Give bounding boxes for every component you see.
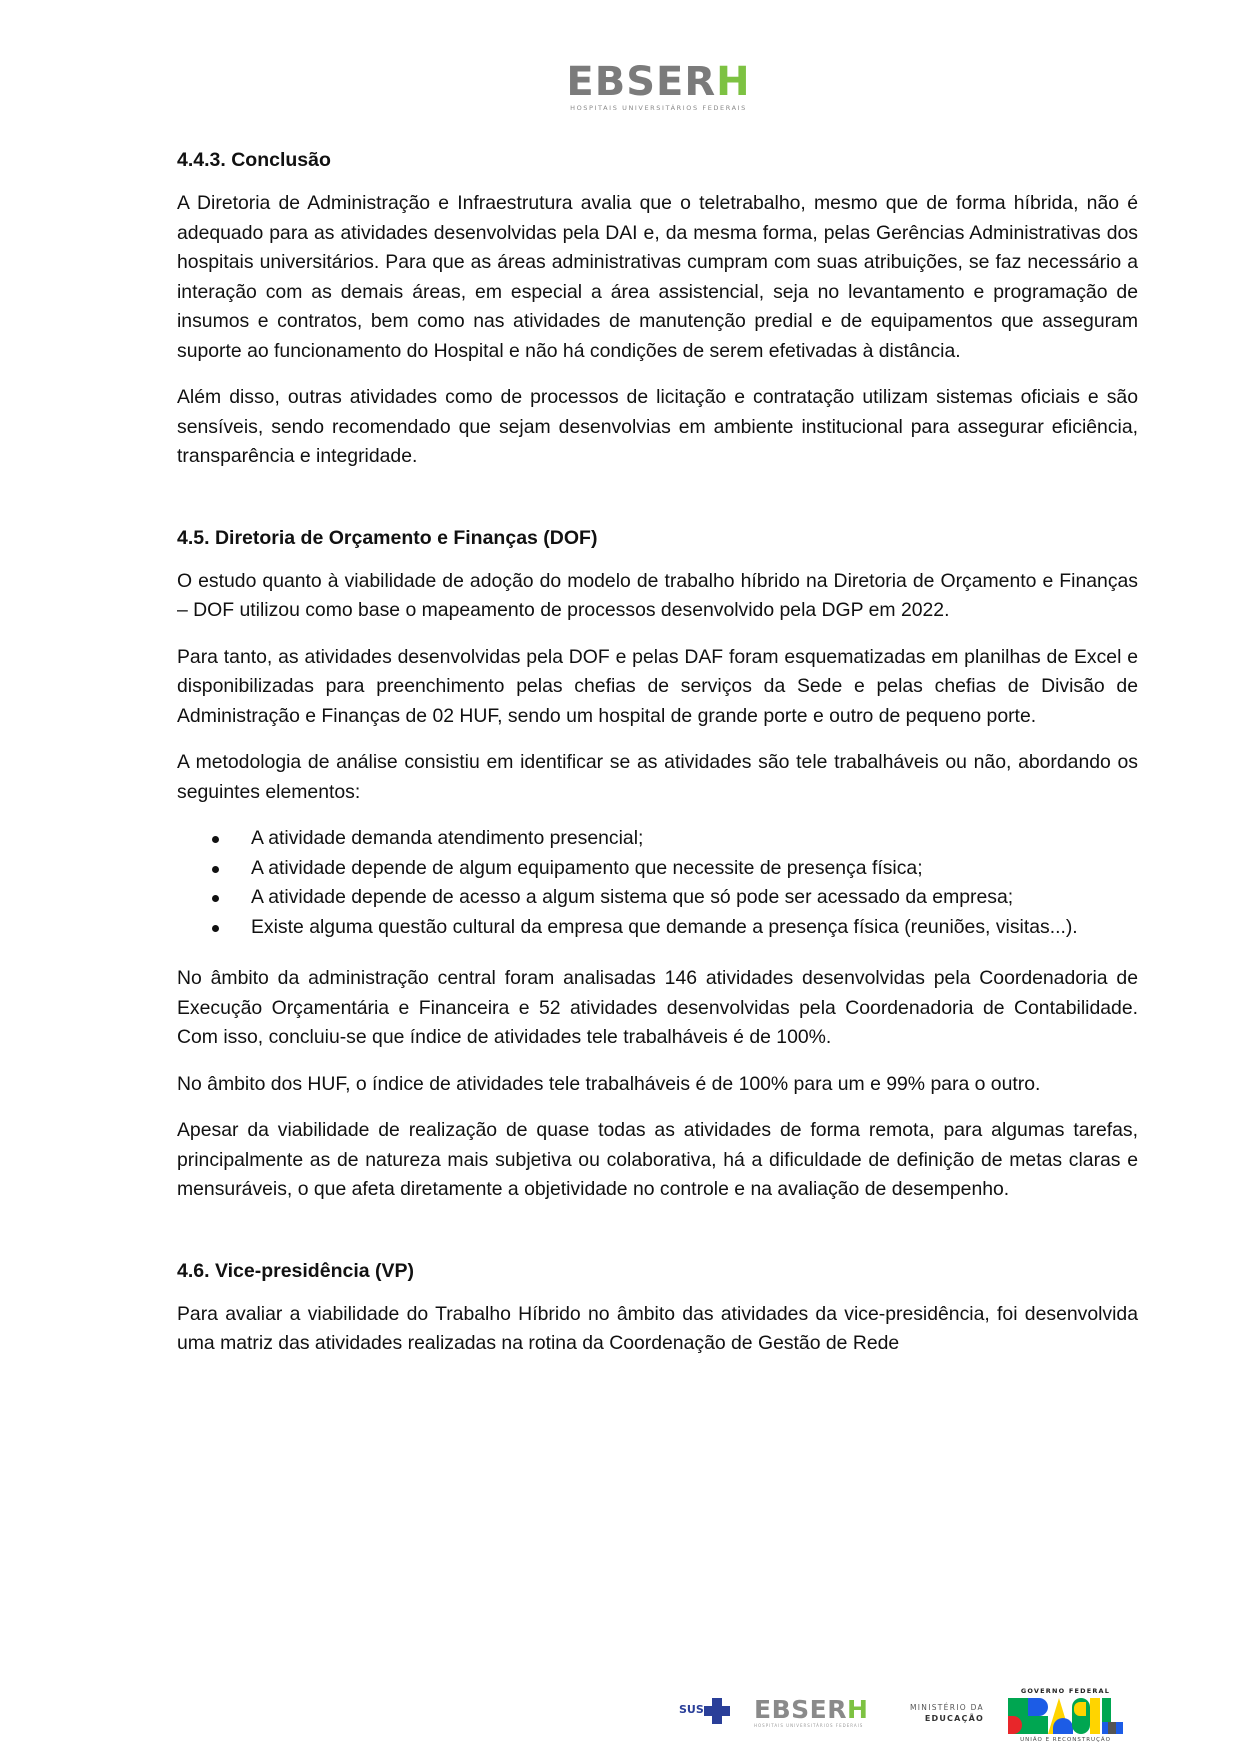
list-item: Existe alguma questão cultural da empresa que demande a presença física (reuniões, visitas...).: [251, 913, 1138, 943]
paragraph: Apesar da viabilidade de realização de quase todas as atividades de forma remota, para algumas tarefas, principalmente as de natureza mais subjetiva ou colaborativa, há a dificuldade de definição de metas claras e mensuráveis, o que afeta diretamente a objetividade no controle e na avaliação de desempenho.: [177, 1119, 1138, 1200]
bullet-icon: [212, 895, 219, 902]
ebserh-footer-logo: EBSERH HOSPITAIS UNIVERSITÁRIOS FEDERAIS: [754, 1695, 869, 1728]
logo-main-text: EBSER: [566, 59, 717, 105]
bullet-icon: [212, 925, 219, 932]
paragraph: O estudo quanto à viabilidade de adoção do modelo de trabalho híbrido na Diretoria de Orçamento e Finanças – DOF utilizou como base o mapeamento de processos desenvolvido pela DGP em 2022.: [177, 569, 1138, 621]
criteria-list: [177, 824, 1138, 942]
paragraph: A Diretoria de Administração e Infraestrutura avalia que o teletrabalho, mesmo que de forma híbrida, não é adequado para as atividades desenvolvidas pela DAI e, da mesma forma, pelas Gerências Administrativas dos hospitais universitários. Para que as áreas administrativas cumpram com suas atribuições, se faz necessário a interação com as demais áreas, em especial a área assistencial, seja no levantamento e programação de insumos e contratos, bem como nas atividades de manutenção predial e de equipamentos que asseguram suporte ao funcionamento do Hospital e não há condições de serem efetivadas à distância.: [177, 192, 1138, 362]
section-heading-4-6: 4.6. Vice-presidência (VP): [177, 1259, 414, 1282]
paragraph: Para tanto, as atividades desenvolvidas pela DOF e pelas DAF foram esquematizadas em planilhas de Excel e disponibilizadas para preenchimento pelas chefias de serviços da Sede e pelas chefias de Divisão de Administração e Finanças de 02 HUF, sendo um hospital de grande porte e outro de pequeno porte.: [177, 645, 1138, 727]
ministerio-educacao-logo: MINISTÉRIO DA EDUCAÇÃO: [910, 1703, 984, 1723]
section-heading-4-4-3: 4.4.3. Conclusão: [177, 149, 331, 171]
bullet-icon: [212, 866, 219, 873]
footer-logos: [676, 1680, 1136, 1755]
paragraph: A metodologia de análise consistiu em identificar se as atividades são tele trabalháveis ou não, abordando os seguintes elementos:: [177, 751, 1138, 803]
list-item: A atividade depende de algum equipamento que necessite de presença física;: [251, 854, 1138, 884]
ebserh-header-logo: [566, 59, 751, 112]
sus-logo-text: SUS: [679, 1703, 704, 1716]
document-body: [177, 146, 1138, 1376]
list-item: A atividade depende de acesso a algum sistema que só pode ser acessado da empresa;: [251, 883, 1138, 913]
sus-cross-icon: [704, 1698, 730, 1724]
paragraph: Além disso, outras atividades como de processos de licitação e contratação utilizam sistemas oficiais e são sensíveis, sendo recomendado que sejam desenvolvias em ambiente institucional para assegurar eficiência, transparência e integridade.: [177, 386, 1138, 467]
bullet-icon: [212, 836, 219, 843]
brasil-mosaic-icon: [1008, 1698, 1123, 1734]
section-heading-4-5: 4.5. Diretoria de Orçamento e Finanças (DOF): [177, 526, 598, 549]
list-item: A atividade demanda atendimento presencial;: [251, 824, 1138, 854]
governo-federal-brasil-logo: GOVERNO FEDERAL UNIÃO E RECONSTRUÇÃO: [1008, 1687, 1123, 1743]
paragraph: No âmbito da administração central foram analisadas 146 atividades desenvolvidas pela Coordenadoria de Execução Orçamentária e Financeira e 52 atividades desenvolvidas pela Coordenadoria de Contabilidade. Com isso, concluiu-se que índice de atividades tele trabalháveis é de 100%.: [177, 967, 1138, 1048]
paragraph: Para avaliar a viabilidade do Trabalho Híbrido no âmbito das atividades da vice-presidência, foi desenvolvida uma matriz das atividades realizadas na rotina da Coordenação de Gestão de Rede: [177, 1302, 1138, 1354]
logo-subtitle: HOSPITAIS UNIVERSITÁRIOS FEDERAIS: [570, 104, 747, 112]
paragraph: No âmbito dos HUF, o índice de atividades tele trabalháveis é de 100% para um e 99% para o outro.: [177, 1072, 1041, 1095]
logo-accent-text: H: [716, 59, 751, 105]
